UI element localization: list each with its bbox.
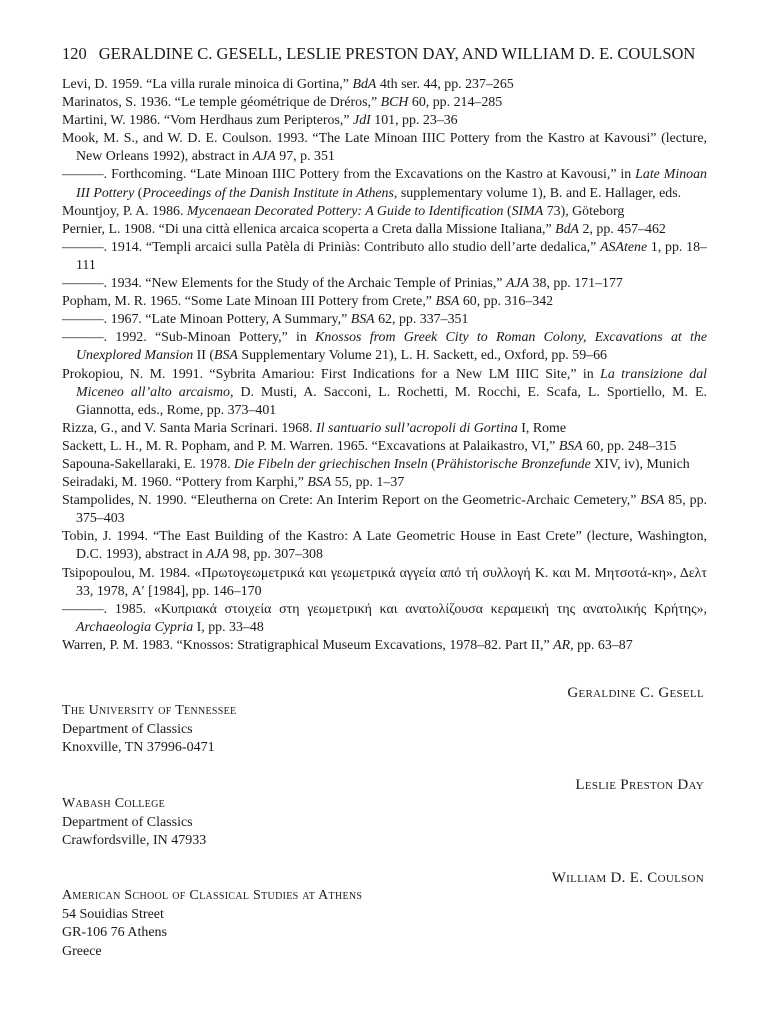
address-line: GR-106 76 Athens xyxy=(62,925,167,940)
address-line: Department of Classics xyxy=(62,814,193,830)
reference-italic-segment: Late Minoan III Pottery xyxy=(76,167,707,201)
reference-entry xyxy=(62,293,707,311)
reference-text-segment: Pernier, L. 1908. “Di una città ellenica arcaica scoperta a Creta dalla Missione Italiana,” xyxy=(62,221,556,237)
reference-entry xyxy=(62,474,707,492)
reference-italic-segment: BCH xyxy=(380,95,409,111)
reference-entry xyxy=(62,166,707,202)
reference-text-segment: ———. 1992. “Sub-Minoan Pottery,” in xyxy=(62,330,316,346)
page-number: 120 xyxy=(62,44,87,63)
reference-italic-segment: BdA xyxy=(555,221,580,237)
reference-italic-segment: BSA xyxy=(213,348,238,364)
reference-text-segment: 62, pp. 337–351 xyxy=(374,312,469,328)
reference-text-segment: 101, pp. 23–36 xyxy=(370,113,458,129)
reference-text-segment: Rizza, G., and V. Santa Maria Scrinari. 1968. xyxy=(62,420,317,436)
reference-entry xyxy=(62,130,707,166)
reference-text-segment: 55, pp. 1–37 xyxy=(331,475,405,491)
reference-entry xyxy=(62,438,707,456)
reference-text-segment: Sapouna-Sakellaraki, E. 1978. xyxy=(62,456,235,472)
reference-text-segment: Seiradaki, M. 1960. “Pottery from Karphi,” xyxy=(62,475,308,491)
author-signature-2: Leslie Preston Day xyxy=(575,777,704,793)
reference-text-segment: 4th ser. 44, pp. 237–265 xyxy=(376,77,514,92)
reference-italic-segment: BSA xyxy=(640,493,665,509)
reference-text-segment: 60, pp. 248–315 xyxy=(582,438,677,454)
reference-list xyxy=(62,76,707,655)
reference-text-segment: Mook, M. S., and W. D. E. Coulson. 1993. “The Late Minoan IIIC Pottery from the Kastro at Kavousi” (lecture, New Orleans 1992), abstract in xyxy=(62,131,707,165)
reference-italic-segment: Mycenaean Decorated Pottery: A Guide to Identification xyxy=(186,203,504,219)
reference-text-segment: ———. 1934. “New Elements for the Study of the Archaic Temple of Prinias,” xyxy=(62,276,506,292)
reference-entry xyxy=(62,94,707,112)
reference-italic-segment: BSA xyxy=(558,438,583,454)
address-line: Department of Classics xyxy=(62,721,193,737)
reference-text-segment: Tsipopoulou, M. 1984. «Πρωτογεωμετρικά και γεωμετρικά αγγεία από τή συλλογή Κ. και Μ. Μητσοτά-κη», Δελτ 33, 1978, A′ [1984], pp. 146–170 xyxy=(62,565,707,599)
reference-entry xyxy=(62,311,707,329)
reference-entry xyxy=(62,203,707,221)
reference-italic-segment: AR xyxy=(553,637,571,653)
author-address-3 xyxy=(62,887,362,961)
reference-entry xyxy=(62,601,707,637)
address-line: Crawfordsville, IN 47933 xyxy=(62,833,207,848)
reference-italic-segment: Proceedings of the Danish Institute in Athens xyxy=(142,185,394,201)
address-line: Knoxville, TN 37996-0471 xyxy=(62,740,215,755)
reference-text-segment: ( xyxy=(134,185,143,201)
address-line: 54 Souidias Street xyxy=(62,906,164,922)
reference-text-segment: Warren, P. M. 1983. “Knossos: Stratigraphical Museum Excavations, 1978–82. Part II,” xyxy=(62,637,554,653)
institution-name: Wabash College xyxy=(62,796,166,811)
author-address-2 xyxy=(62,795,206,851)
reference-text-segment: I, Rome xyxy=(517,420,567,436)
reference-text-segment: 1, pp. 18–111 xyxy=(76,239,707,273)
institution-name: The University of Tennessee xyxy=(62,703,237,718)
reference-text-segment: Levi, D. 1959. “La villa rurale minoica di Gortina,” xyxy=(62,77,353,92)
reference-text-segment: ( xyxy=(427,456,436,472)
reference-text-segment: 85, pp. 375–403 xyxy=(76,493,707,527)
reference-text-segment: ———. Forthcoming. “Late Minoan IIIC Pottery from the Excavations on the Kastro at Kavousi,” in xyxy=(62,167,636,183)
reference-entry xyxy=(62,528,707,564)
reference-entry xyxy=(62,492,707,528)
reference-text-segment: 98, pp. 307–308 xyxy=(229,547,323,563)
reference-text-segment: 97, p. 351 xyxy=(275,149,335,165)
reference-entry xyxy=(62,221,707,239)
reference-entry xyxy=(62,637,707,655)
reference-text-segment: Stampolides, N. 1990. “Eleutherna on Crete: An Interim Report on the Geometric-Archaic Cemetery,” xyxy=(62,493,641,509)
reference-text-segment: 38, pp. 171–177 xyxy=(529,276,623,292)
reference-italic-segment: JdI xyxy=(353,113,371,129)
reference-text-segment: ———. 1985. «Κυπριακά στοιχεία στη γεωμετρική και ανατολίζουσα κεραμεική της ανατολικής Κρήτης», xyxy=(62,601,707,617)
reference-entry xyxy=(62,366,707,420)
reference-text-segment: 60, pp. 316–342 xyxy=(459,294,554,310)
reference-entry xyxy=(62,112,707,130)
reference-text-segment: Mountjoy, P. A. 1986. xyxy=(62,203,187,219)
author-signature-3: William D. E. Coulson xyxy=(551,870,704,886)
reference-italic-segment: Prähistorische Bronzefunde xyxy=(435,456,591,472)
reference-italic-segment: BSA xyxy=(350,312,375,328)
reference-text-segment: Martini, W. 1986. “Vom Herdhaus zum Peripteros,” xyxy=(62,113,354,129)
reference-italic-segment: BSA xyxy=(435,294,460,310)
address-line: Greece xyxy=(62,943,102,959)
reference-italic-segment: AJA xyxy=(206,547,230,563)
reference-text-segment: Supplementary Volume 21), L. H. Sackett, ed., Oxford, pp. 59–66 xyxy=(237,348,607,364)
reference-italic-segment: Die Fibeln der griechischen Inseln xyxy=(234,456,428,472)
reference-text-segment: ( xyxy=(503,203,512,219)
reference-entry xyxy=(62,329,707,365)
reference-text-segment: Marinatos, S. 1936. “Le temple géométrique de Dréros,” xyxy=(62,95,381,111)
reference-text-segment: Tobin, J. 1994. “The East Building of the Kastro: A Late Geometric House in East Crete” (lecture, Washington, D.C. 1993), abstract in xyxy=(62,529,707,563)
reference-text-segment: I, pp. 33–48 xyxy=(193,619,264,635)
reference-text-segment: 73), Göteborg xyxy=(543,203,625,219)
running-header xyxy=(62,44,722,64)
author-signature-1: Geraldine C. Gesell xyxy=(567,685,704,701)
reference-italic-segment: Knossos from Greek City to Roman Colony, Excavations at the Unexplored Mansion xyxy=(76,330,708,364)
reference-text-segment: Prokopiou, N. M. 1991. “Sybrita Amariou: First Indications for a New LM IIIC Site,” in xyxy=(62,366,601,382)
reference-italic-segment: Il santuario sull’acropoli di Gortina xyxy=(316,420,518,436)
reference-entry xyxy=(62,456,707,474)
reference-entry xyxy=(62,239,707,275)
header-authors: GERALDINE C. GESELL, LESLIE PRESTON DAY, AND WILLIAM D. E. COULSON xyxy=(98,44,696,63)
institution-name: American School of Classical Studies at Athens xyxy=(62,888,363,903)
reference-italic-segment: BSA xyxy=(307,475,332,491)
reference-text-segment: 2, pp. 457–462 xyxy=(579,221,666,237)
reference-text-segment: ———. 1967. “Late Minoan Pottery, A Summary,” xyxy=(62,312,351,328)
reference-text-segment: , D. Musti, A. Sacconi, L. Rochetti, M. Rocchi, E. Scafa, L. Sportiello, M. E. Giannotta, eds., Rome, pp. 373–401 xyxy=(76,384,707,418)
reference-entry xyxy=(62,76,707,94)
reference-italic-segment: La transizione dal Miceneo all’alto arcaismo xyxy=(76,366,707,400)
reference-entry xyxy=(62,420,707,438)
reference-text-segment: II ( xyxy=(193,348,214,364)
reference-text-segment: 60, pp. 214–285 xyxy=(408,95,503,111)
reference-text-segment: ———. 1914. “Templi arcaici sulla Patèla di Priniàs: Contributo allo studio dell’arte dedalica,” xyxy=(62,239,601,255)
reference-entry xyxy=(62,565,707,601)
reference-italic-segment: BdA xyxy=(352,77,377,92)
reference-text-segment: , pp. 63–87 xyxy=(570,637,633,653)
reference-italic-segment: ASAtene xyxy=(600,239,648,255)
reference-italic-segment: Archaeologia Cypria xyxy=(76,619,194,635)
reference-text-segment: XIV, iv), Munich xyxy=(590,456,690,472)
reference-text-segment: , supplementary volume 1), B. and E. Hallager, eds. xyxy=(393,185,682,201)
reference-entry xyxy=(62,275,707,293)
reference-text-segment: Popham, M. R. 1965. “Some Late Minoan III Pottery from Crete,” xyxy=(62,294,436,310)
reference-italic-segment: AJA xyxy=(252,149,276,165)
reference-italic-segment: SIMA xyxy=(511,203,544,219)
reference-text-segment: Sackett, L. H., M. R. Popham, and P. M. Warren. 1965. “Excavations at Palaikastro, VI,” xyxy=(62,438,559,454)
reference-italic-segment: AJA xyxy=(505,276,530,292)
author-address-1 xyxy=(62,702,236,758)
